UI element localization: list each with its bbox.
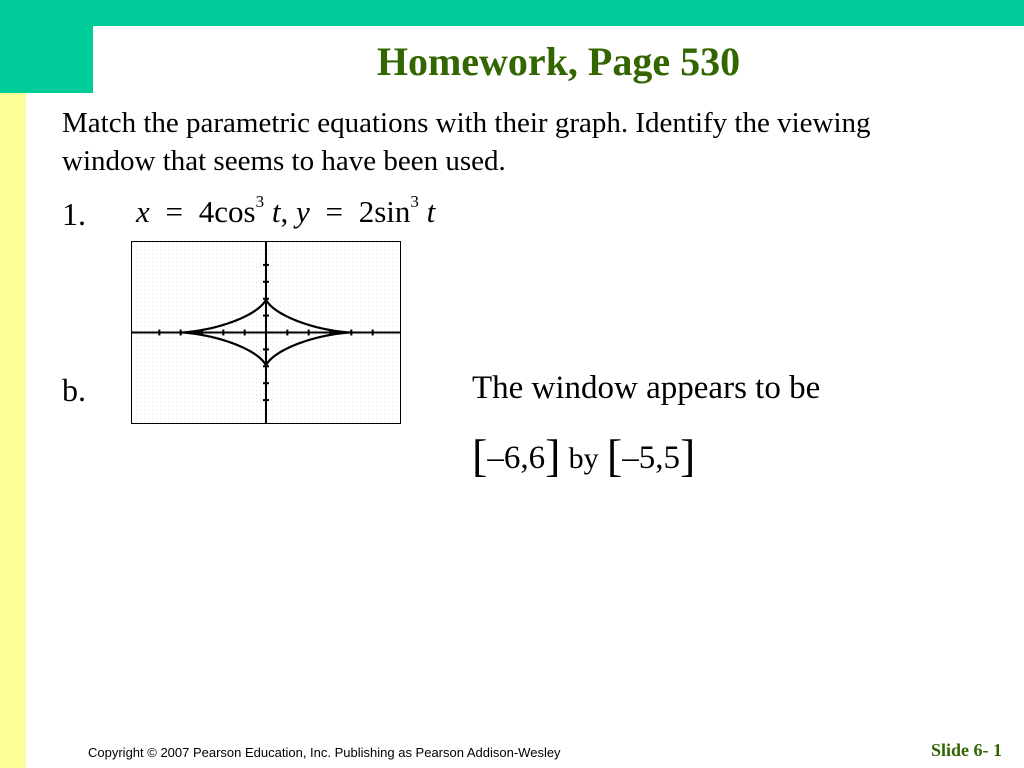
bracket-open-y: [	[606, 430, 623, 481]
problem-prompt: Match the parametric equations with their graph. Identify the viewing window that seems to have been used.	[62, 107, 871, 177]
eq-comma: ,	[280, 194, 289, 229]
eq-equals-1: =	[165, 194, 183, 229]
bracket-open-x: [	[472, 430, 488, 481]
corner-block	[0, 0, 93, 93]
eq-equals-2: =	[325, 194, 343, 229]
answer-label: b.	[62, 372, 86, 408]
eq-x-var: x	[136, 194, 150, 229]
eq-coef-2: 2	[358, 194, 375, 229]
top-accent-bar	[0, 0, 1024, 26]
left-accent-strip	[0, 93, 26, 768]
window-y-range: –5,5	[622, 440, 680, 476]
calculator-graph	[131, 241, 401, 424]
bracket-close-y: ]	[679, 430, 696, 481]
eq-t-2: t	[426, 194, 436, 229]
bracket-close-x: ]	[545, 430, 561, 481]
eq-exp-1: 3	[255, 191, 265, 211]
slide-number: Slide 6- 1	[930, 740, 1002, 760]
eq-func-2: sin	[374, 194, 411, 229]
window-range	[472, 426, 695, 479]
copyright-footer: Copyright © 2007 Pearson Education, Inc. Publishing as Pearson Addison-Wesley	[88, 745, 561, 760]
graph-svg	[132, 242, 400, 423]
window-text: The window appears to be	[472, 370, 821, 406]
eq-func-1: cos	[214, 194, 256, 229]
eq-exp-2: 3	[410, 191, 419, 211]
slide-title: Homework, Page 530	[376, 39, 741, 84]
parametric-equation	[136, 191, 436, 230]
eq-y-var: y	[295, 194, 310, 229]
eq-t-1: t	[271, 194, 281, 229]
eq-coef-1: 4	[198, 194, 215, 229]
problem-number: 1.	[62, 196, 86, 232]
window-x-range: –6,6	[487, 440, 546, 476]
window-by: by	[568, 442, 599, 475]
